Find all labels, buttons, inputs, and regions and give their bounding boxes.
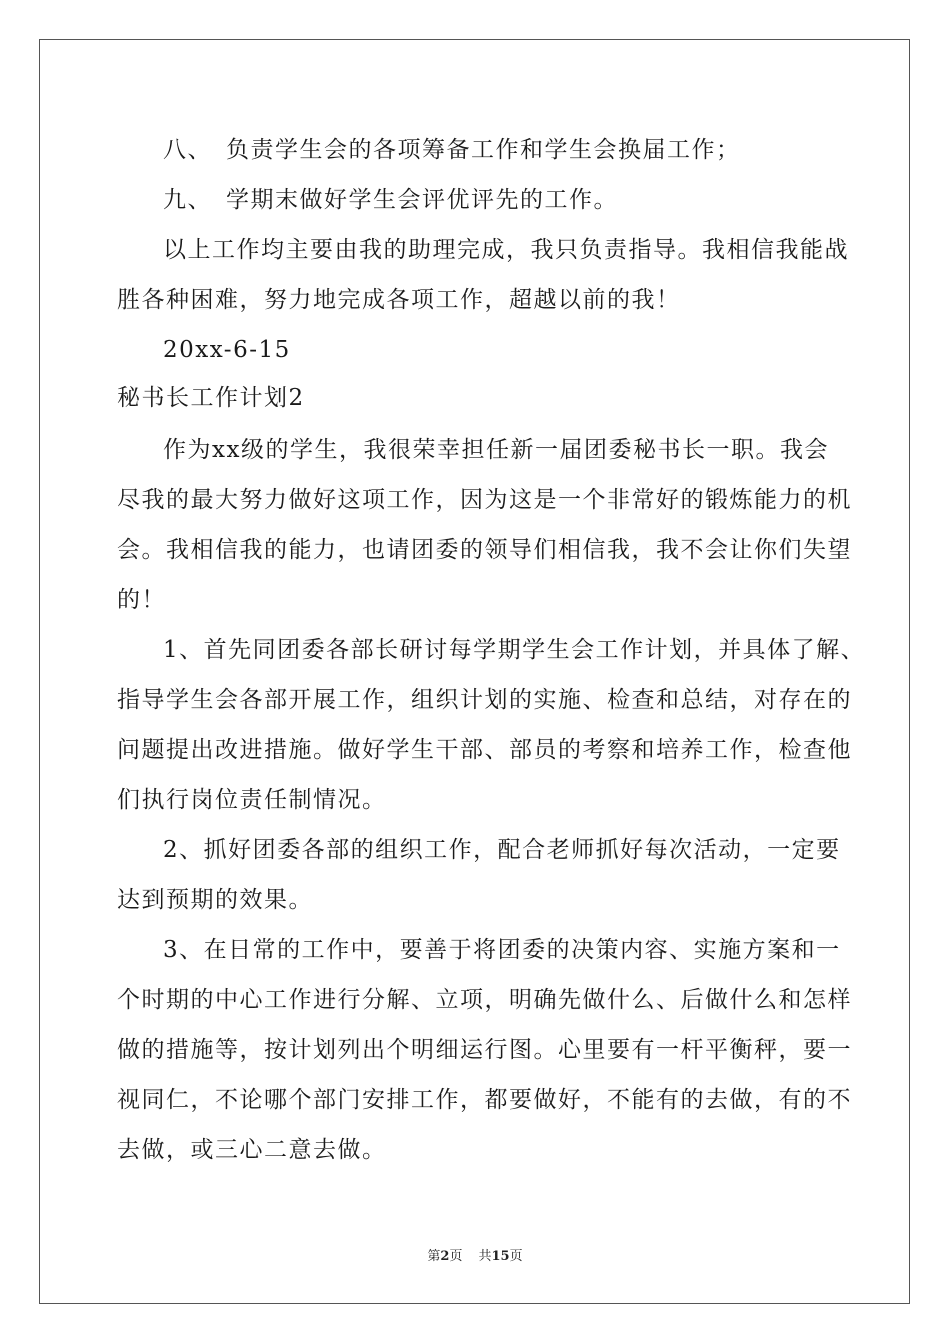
paragraph-line: 胜各种困难，努力地完成各项工作，超越以前的我！ [117,287,681,313]
page-number: 2 [440,1249,450,1264]
list-number: 九、 [163,187,212,213]
paragraph-line: 达到预期的效果。 [117,887,313,913]
paragraph-line: 个时期的中心工作进行分解、立项，明确先做什么、后做什么和怎样 [117,987,852,1013]
page-footer [0,1249,950,1265]
paragraph-line: 做的措施等，按计划列出个明细运行图。心里要有一杆平衡秤，要一 [117,1037,852,1063]
total-pages: 15 [491,1249,510,1264]
paragraph-line: 们执行岗位责任制情况。 [117,787,387,813]
paragraph-line: 去做，或三心二意去做。 [117,1137,387,1163]
paragraph-line: 1、首先同团委各部长研讨每学期学生会工作计划，并具体了解、 [163,637,866,663]
paragraph-line: 以上工作均主要由我的助理完成，我只负责指导。我相信我能战 [163,237,849,263]
paragraph-line: 作为xx级的学生，我很荣幸担任新一届团委秘书长一职。我会 [163,437,829,463]
paragraph-line: 2、抓好团委各部的组织工作，配合老师抓好每次活动，一定要 [163,837,841,863]
page-suffix: 页 [449,1249,463,1264]
list-text: 学期末做好学生会评优评先的工作。 [226,187,618,213]
section-heading: 秘书长工作计划2 [117,385,305,411]
paragraph-line: 指导学生会各部开展工作，组织计划的实施、检查和总结，对存在的 [117,687,852,713]
total-prefix: 共 [478,1249,492,1264]
paragraph-line: 视同仁，不论哪个部门安排工作，都要做好，不能有的去做，有的不 [117,1087,852,1113]
paragraph-line: 会。我相信我的能力，也请团委的领导们相信我，我不会让你们失望 [117,537,852,563]
date-line: 20xx-6-15 [163,337,291,363]
list-item-nine [163,185,618,215]
paragraph-line: 尽我的最大努力做好这项工作，因为这是一个非常好的锻炼能力的机 [117,487,852,513]
page-prefix: 第 [427,1249,441,1264]
list-number: 八、 [163,137,212,163]
paragraph-line: 问题提出改进措施。做好学生干部、部员的考察和培养工作，检查他 [117,737,852,763]
paragraph-line: 的！ [117,587,166,613]
list-text: 负责学生会的各项筹备工作和学生会换届工作； [226,137,741,163]
list-item-eight [163,135,741,165]
total-suffix: 页 [509,1249,523,1264]
paragraph-line: 3、在日常的工作中，要善于将团委的决策内容、实施方案和一 [163,937,841,963]
